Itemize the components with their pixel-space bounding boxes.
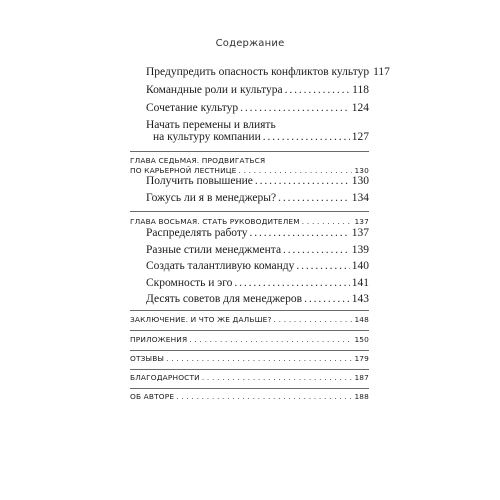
toc-entry[interactable] xyxy=(146,119,369,143)
toc-backmatter-entry[interactable] xyxy=(130,373,369,382)
dot-leader xyxy=(250,227,350,239)
backmatter-title: ПРИЛОЖЕНИЯ xyxy=(130,335,188,344)
toc-entry[interactable] xyxy=(146,192,369,204)
toc-entry-page: 139 xyxy=(351,244,369,256)
dot-leader xyxy=(283,244,350,256)
toc-entry-page: 143 xyxy=(351,293,369,305)
toc-entry[interactable] xyxy=(146,66,390,78)
chapter-title-cont: ПО КАРЬЕРНОЙ ЛЕСТНИЦЕ xyxy=(130,166,237,175)
toc-entry-page: 118 xyxy=(352,84,369,96)
toc-backmatter-entry[interactable] xyxy=(130,354,369,363)
section-divider xyxy=(130,151,369,152)
toc-entry-label: Командные роли и культура xyxy=(146,84,283,96)
dot-leader xyxy=(166,354,352,363)
toc-entry-page: 140 xyxy=(351,260,369,272)
backmatter-page: 187 xyxy=(354,373,369,382)
dot-leader xyxy=(240,102,350,114)
toc-backmatter-entry[interactable] xyxy=(130,335,369,344)
toc-entry-page: 117 xyxy=(373,66,390,78)
section-divider xyxy=(130,350,369,351)
section-divider xyxy=(130,369,369,370)
section-divider xyxy=(130,330,369,331)
dot-leader xyxy=(278,192,350,204)
backmatter-title: БЛАГОДАРНОСТИ xyxy=(130,373,200,382)
toc-entry[interactable] xyxy=(146,84,369,96)
dot-leader xyxy=(304,293,350,305)
backmatter-page: 188 xyxy=(354,392,369,401)
dot-leader xyxy=(202,373,353,382)
toc-entry-page: 124 xyxy=(351,102,369,114)
dot-leader xyxy=(274,315,353,324)
toc-entry-label: Скромность и эго xyxy=(146,277,233,289)
toc-backmatter-entry[interactable] xyxy=(130,315,369,324)
backmatter-page: 150 xyxy=(354,335,369,344)
toc-entry-label: Создать талантливую команду xyxy=(146,260,295,272)
backmatter-title: ОБ АВТОРЕ xyxy=(130,392,175,401)
toc-entry-page: 141 xyxy=(351,277,369,289)
toc-entry-label: Гожусь ли я в менеджеры? xyxy=(146,192,277,204)
chapter-title: ГЛАВА СЕДЬМАЯ. ПРОДВИГАТЬСЯ xyxy=(130,156,266,165)
page-title: Содержание xyxy=(215,38,285,49)
toc-entry-label: Получить повышение xyxy=(146,175,253,187)
toc-entry-label: Распределять работу xyxy=(146,227,248,239)
toc-entry[interactable] xyxy=(146,260,369,272)
toc-entry-page: 127 xyxy=(351,131,369,143)
toc-entry[interactable] xyxy=(146,102,369,114)
chapter-page: 130 xyxy=(354,166,369,175)
dot-leader xyxy=(238,166,352,175)
toc-entry[interactable] xyxy=(146,175,369,187)
backmatter-page: 179 xyxy=(354,354,369,363)
toc-entry[interactable] xyxy=(146,227,369,239)
toc-entry-page: 134 xyxy=(351,192,369,204)
toc-entry[interactable] xyxy=(146,244,369,256)
section-divider xyxy=(130,388,369,389)
section-divider xyxy=(130,310,369,311)
chapter-title: ГЛАВА ВОСЬМАЯ. СТАТЬ РУКОВОДИТЕЛЕМ xyxy=(130,217,300,226)
toc-entry-label-cont: на культуру компании xyxy=(153,131,261,143)
toc-entry-page: 130 xyxy=(351,175,369,187)
dot-leader xyxy=(189,335,352,344)
toc-entry[interactable] xyxy=(146,277,369,289)
dot-leader xyxy=(302,217,353,226)
dot-leader xyxy=(285,84,351,96)
chapter-heading[interactable] xyxy=(130,156,369,175)
toc-entry-label: Сочетание культур xyxy=(146,102,239,114)
dot-leader xyxy=(176,392,352,401)
toc-entry-label: Предупредить опасность конфликтов культур xyxy=(146,66,370,78)
toc-backmatter-entry[interactable] xyxy=(130,392,369,401)
dot-leader xyxy=(255,175,350,187)
toc-entry-page: 137 xyxy=(351,227,369,239)
chapter-heading[interactable] xyxy=(130,217,369,226)
toc-entry-label: Десять советов для менеджеров xyxy=(146,293,303,305)
backmatter-page: 148 xyxy=(354,315,369,324)
dot-leader xyxy=(296,260,349,272)
backmatter-title: ОТЗЫВЫ xyxy=(130,354,165,363)
backmatter-title: ЗАКЛЮЧЕНИЕ. И ЧТО ЖЕ ДАЛЬШЕ? xyxy=(130,315,272,324)
toc-entry-label: Разные стили менеджмента xyxy=(146,244,282,256)
dot-leader xyxy=(263,131,350,143)
dot-leader xyxy=(234,277,349,289)
section-divider xyxy=(130,211,369,212)
chapter-page: 137 xyxy=(354,217,369,226)
toc-entry[interactable] xyxy=(146,293,369,305)
toc-entry-label: Начать перемены и влиять xyxy=(146,119,276,131)
